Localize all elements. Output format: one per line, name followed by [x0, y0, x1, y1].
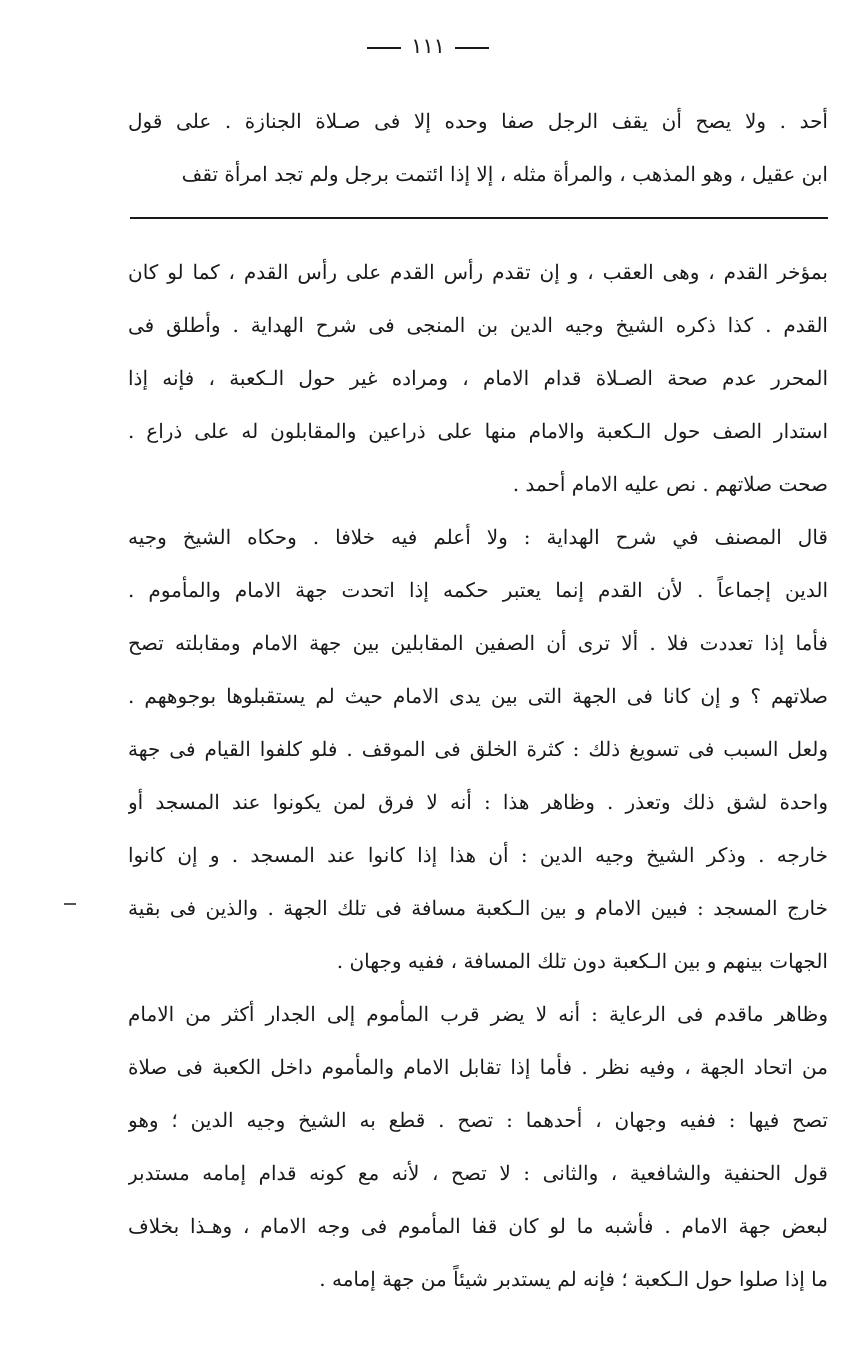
page-number-dash-right	[367, 47, 401, 49]
text-line: القدم . كذا ذكره الشيخ وجيه الدين بن المنجى فى شرح الهداية . وأطلق فى	[128, 313, 828, 337]
text-line: صلاتهم ؟ و إن كانا فى الجهة التى بين يدى الامام حيث لم يستقبلوها بوجوههم .	[128, 684, 828, 708]
text-line: الجهات بينهم و بين الـكعبة دون تلك المسافة ، ففيه وجهان .	[336, 949, 828, 973]
paragraph	[128, 511, 828, 988]
page-number-dash-left	[455, 47, 489, 49]
text-line: بمؤخر القدم ، وهى العقب ، و إن تقدم رأس القدم على رأس القدم ، كما لو كان	[128, 260, 828, 284]
text-line: أحد . ولا يصح أن يقف الرجل صفا وحده إلا فى صـلاة الجنازة . على قول	[128, 109, 828, 133]
text-line: المحرر عدم صحة الصـلاة قدام الامام ، ومراده غير حول الـكعبة ، فإنه إذا	[128, 366, 828, 390]
top-text	[128, 95, 828, 201]
text-line: استدار الصف حول الـكعبة والامام منها على ذراعين والمقابلون له على ذراع .	[128, 419, 828, 443]
margin-mark	[64, 903, 76, 905]
text-line: قال المصنف في شرح الهداية : ولا أعلم فيه خلافا . وحكاه الشيخ وجيه	[128, 525, 828, 549]
paragraph	[128, 988, 828, 1306]
page-number: ١١١	[411, 34, 445, 58]
text-line: ما إذا صلوا حول الـكعبة ؛ فإنه لم يستدبر شيئاً من جهة إمامه .	[319, 1267, 828, 1291]
page-number-header	[0, 34, 856, 58]
text-line: ولعل السبب فى تسويغ ذلك : كثرة الخلق فى الموقف . فلو كلفوا القيام فى جهة	[128, 737, 828, 761]
text-line: تصح فيها : ففيه وجهان ، أحدهما : تصح . قطع به الشيخ وجيه الدين ؛ وهو	[128, 1108, 828, 1132]
text-line: واحدة لشق ذلك وتعذر . وظاهر هذا : أنه لا فرق لمن يكونوا عند المسجد أو	[128, 790, 828, 814]
text-line: خارجه . وذكر الشيخ وجيه الدين : أن هذا إذا كانوا عند المسجد . و إن كانوا	[128, 843, 828, 867]
text-line: وظاهر ماقدم فى الرعاية : أنه لا يضر قرب المأموم إلى الجدار أكثر من الامام	[128, 1002, 828, 1026]
text-line: ابن عقيل ، وهو المذهب ، والمرأة مثله ، إلا إذا ائتمت برجل ولم تجد امرأة تقف	[181, 162, 828, 186]
text-line: لبعض جهة الامام . فأشبه ما لو كان قفا المأموم فى وجه الامام ، وهـذا بخلاف	[128, 1214, 828, 1238]
text-line: خارج المسجد : فبين الامام و بين الـكعبة مسافة فى تلك الجهة . والذين فى بقية	[128, 896, 828, 920]
text-line: صحت صلاتهم . نص عليه الامام أحمد .	[512, 472, 828, 496]
text-line: فأما إذا تعددت فلا . ألا ترى أن الصفين المقابلين بين جهة الامام ومقابلته تصح	[128, 631, 828, 655]
section-divider	[130, 217, 828, 219]
main-text	[128, 246, 828, 1306]
text-line: الدين إجماعاً . لأن القدم إنما يعتبر حكمه إذا اتحدت جهة الامام والمأموم .	[128, 578, 828, 602]
paragraph	[128, 246, 828, 511]
text-line: من اتحاد الجهة ، وفيه نظر . فأما إذا تقابل الامام والمأموم داخل الكعبة فى صلاة	[128, 1055, 828, 1079]
text-line: قول الحنفية والشافعية ، والثانى : لا تصح ، لأنه مع كونه قدام إمامه مستدبر	[128, 1161, 828, 1185]
